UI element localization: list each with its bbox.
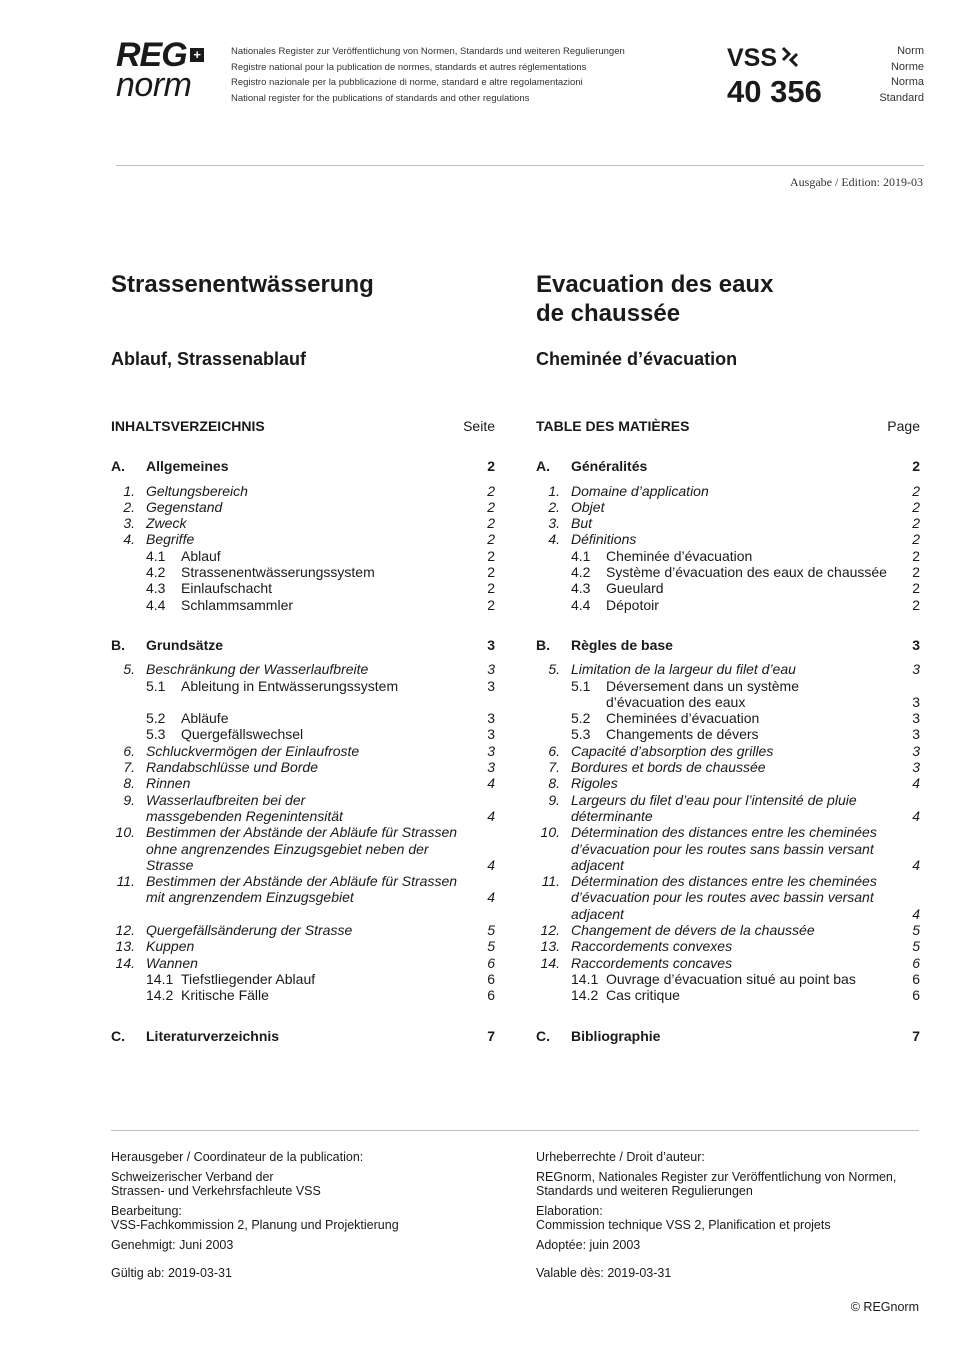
toc-item[interactable]: 4. Définitions 2	[548, 531, 920, 548]
toc-item[interactable]: 12. Quergefällsänderung der Strasse 5	[115, 922, 495, 939]
register-description	[231, 44, 691, 106]
page-title-fr: Evacuation des eaux de chaussée	[536, 271, 774, 327]
toc-item[interactable]: 6. Capacité d’absorption des grilles 3	[548, 742, 920, 759]
toc-subitem[interactable]: 14.2 Cas critique 6	[571, 987, 920, 1004]
toc-item[interactable]: 3. But 2	[548, 515, 920, 532]
toc-item[interactable]: 10. Bestimmen der Abstände der Abläufe für Strassen ohne angrenzendes Einzugsgebiet neben der Strasse 4	[115, 824, 495, 873]
title-block-de	[111, 270, 495, 370]
page-subtitle-de: Ablauf, Strassenablauf	[111, 349, 307, 369]
register-line-it: Registro nazionale per la pubblicazione di norme, standard e altre regolamentazioni	[231, 77, 583, 88]
toc-item[interactable]: 8. Rigoles 4	[548, 775, 920, 792]
register-line-en: National register for the publications of standards and other regulations	[231, 92, 530, 104]
toc-subitem[interactable]: 5.1 Déversement dans un système d’évacuation des eaux 3	[571, 677, 920, 710]
norm-label-it: Norma	[890, 76, 924, 88]
svg-text:VSS: VSS	[727, 44, 778, 70]
toc-item[interactable]: 5. Beschränkung der Wasserlaufbreite 3	[123, 661, 495, 678]
toc-section[interactable]: B. Grundsätze 3	[111, 636, 495, 653]
vss-block	[727, 44, 847, 108]
toc-item[interactable]: 10. Détermination des distances entre les cheminées d’évacuation pour les routes sans bassin versant adjacent 4	[540, 824, 920, 873]
toc-subitem[interactable]: 5.2 Abläufe 3	[146, 710, 495, 727]
page-title-de: Strassenentwässerung	[111, 271, 374, 298]
toc-section[interactable]: B. Règles de base 3	[536, 636, 920, 653]
toc-subitem[interactable]: 4.3 Einlaufschacht 2	[146, 580, 495, 597]
norm-labels	[879, 44, 924, 106]
toc-subitem[interactable]: 14.1 Ouvrage d’évacuation situé au point bas 6	[571, 970, 920, 987]
toc-heading: INHALTSVERZEICHNIS	[111, 418, 265, 434]
copyright-notice: © REGnorm	[850, 1300, 919, 1314]
toc-section[interactable]: A. Allgemeines 2	[111, 458, 495, 475]
footer-publisher-info	[111, 1150, 501, 1286]
publisher-label: Herausgeber / Coordinateur de la publication:	[111, 1150, 364, 1164]
toc-item[interactable]: 9. Wasserlaufbreiten bei der massgebenden Regenintensität 4	[123, 791, 495, 824]
vss-logo-icon	[727, 44, 803, 70]
document-header	[0, 0, 970, 170]
toc-subitem[interactable]: 4.2 Système d’évacuation des eaux de chaussée 2	[571, 564, 920, 581]
toc-item[interactable]: 6. Schluckvermögen der Einlaufroste 3	[123, 742, 495, 759]
toc-item[interactable]: 12. Changement de dévers de la chaussée 5	[540, 922, 920, 939]
footer-divider	[111, 1130, 919, 1131]
edition-date: Ausgabe / Edition: 2019-03	[790, 175, 923, 189]
elaboration-info: Elaboration: Commission technique VSS 2, Planification et projets	[536, 1203, 831, 1232]
adopted-date: Adoptée: juin 2003	[536, 1237, 641, 1252]
table-of-contents-de	[111, 418, 495, 1052]
toc-subitem[interactable]: 4.1 Ablauf 2	[146, 547, 495, 564]
toc-item[interactable]: 2. Gegenstand 2	[123, 498, 495, 515]
toc-subitem[interactable]: 4.3 Gueulard 2	[571, 580, 920, 597]
table-of-contents-fr	[536, 418, 920, 1052]
toc-item[interactable]: 9. Largeurs du filet d’eau pour l’intensité de pluie déterminante 4	[548, 791, 920, 824]
publisher-name: Schweizerischer Verband der Strassen- und Verkehrsfachleute VSS	[111, 1169, 321, 1198]
register-line-fr: Registre national pour la publication de normes, standards et autres réglementations	[231, 61, 587, 73]
toc-item[interactable]: 1. Geltungsbereich 2	[123, 482, 495, 499]
toc-subitem[interactable]: 14.2 Kritische Fälle 6	[146, 987, 495, 1004]
toc-item[interactable]: 13. Kuppen 5	[115, 938, 495, 955]
regnorm-logo	[116, 36, 226, 110]
page-subtitle-fr: Cheminée d’évacuation	[536, 349, 738, 369]
toc-header	[111, 418, 495, 434]
toc-subitem[interactable]: 4.1 Cheminée d’évacuation 2	[571, 547, 920, 564]
logo-reg-text: REG	[116, 36, 187, 74]
vss-logo	[727, 44, 847, 76]
toc-item[interactable]: 5. Limitation de la largeur du filet d’eau 3	[548, 661, 920, 678]
toc-item[interactable]: 8. Rinnen 4	[123, 775, 495, 792]
toc-subitem[interactable]: 5.3 Quergefällswechsel 3	[146, 726, 495, 743]
toc-item[interactable]: 3. Zweck 2	[123, 515, 495, 532]
toc-item[interactable]: 1. Domaine d’application 2	[548, 482, 920, 499]
editing-info: Bearbeitung: VSS-Fachkommission 2, Planung und Projektierung	[111, 1203, 399, 1232]
footer-copyright-info	[536, 1150, 926, 1286]
norm-label-fr: Norme	[890, 60, 924, 73]
copyright-label: Urheberrechte / Droit d’auteur:	[536, 1150, 705, 1164]
swiss-cross-icon: +	[190, 48, 204, 62]
toc-item[interactable]: 11. Détermination des distances entre les cheminées d’évacuation pour les routes avec bassin versant adjacent 4	[541, 873, 920, 922]
toc-item[interactable]: 14. Wannen 6	[115, 954, 495, 971]
header-divider	[116, 165, 924, 166]
toc-item[interactable]: 11. Bestimmen der Abstände der Abläufe für Strassen mit angrenzendem Einzugsgebiet 4	[116, 873, 495, 906]
toc-item[interactable]: 13. Raccordements convexes 5	[540, 938, 920, 955]
valid-from-date-fr: Valable dès: 2019-03-31	[536, 1266, 672, 1280]
valid-from-date: Gültig ab: 2019-03-31	[111, 1266, 232, 1280]
toc-section[interactable]: A. Généralités 2	[536, 458, 920, 475]
copyright-holder: REGnorm, Nationales Register zur Veröffentlichung von Normen, Standards und weiteren Regulierungen	[536, 1169, 897, 1198]
toc-item[interactable]: 14. Raccordements concaves 6	[540, 954, 920, 971]
toc-subitem[interactable]: 14.1 Tiefstliegender Ablauf 6	[146, 970, 495, 987]
approved-date: Genehmigt: Juni 2003	[111, 1237, 234, 1252]
toc-item[interactable]: 2. Objet 2	[548, 498, 920, 515]
logo-norm-text: norm	[116, 66, 192, 104]
toc-subitem[interactable]: 5.2 Cheminées d’évacuation 3	[571, 710, 920, 727]
toc-header	[536, 418, 920, 434]
toc-item[interactable]: 7. Bordures et bords de chaussée 3	[548, 759, 920, 776]
standard-number: 40 356	[727, 74, 822, 109]
toc-subitem[interactable]: 4.4 Schlammsammler 2	[146, 596, 495, 613]
title-block-fr	[536, 270, 920, 370]
toc-item[interactable]: 4. Begriffe 2	[123, 531, 495, 548]
toc-page-label: Seite	[463, 418, 495, 434]
register-line-de: Nationales Register zur Veröffentlichung von Normen, Standards und weiteren Regulierungen	[231, 46, 625, 57]
toc-section[interactable]: C. Bibliographie 7	[536, 1027, 920, 1044]
toc-section[interactable]: C. Literaturverzeichnis 7	[111, 1027, 495, 1044]
toc-subitem[interactable]: 4.4 Dépotoir 2	[571, 596, 920, 613]
toc-item[interactable]: 7. Randabschlüsse und Borde 3	[123, 759, 495, 776]
norm-label-en: Standard	[879, 91, 924, 104]
toc-subitem[interactable]: 4.2 Strassenentwässerungssystem 2	[146, 564, 495, 581]
toc-subitem[interactable]: 5.1 Ableitung in Entwässerungssystem 3	[146, 677, 495, 694]
toc-page-label: Page	[887, 418, 920, 434]
norm-label-de: Norm	[897, 45, 924, 57]
toc-subitem[interactable]: 5.3 Changements de dévers 3	[571, 726, 920, 743]
toc-heading: TABLE DES MATIÈRES	[536, 418, 690, 434]
